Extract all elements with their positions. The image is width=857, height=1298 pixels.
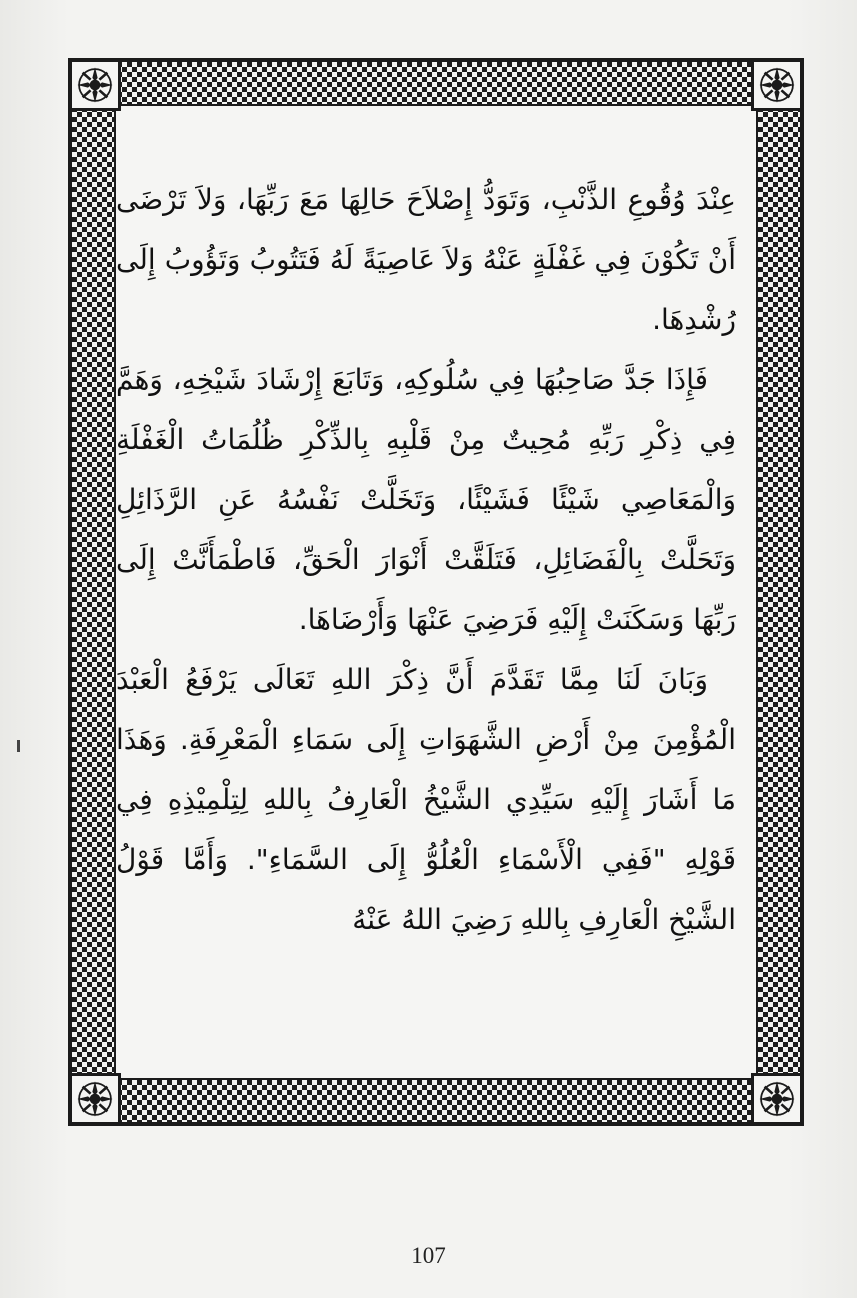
checker-border-bottom: [72, 1080, 800, 1122]
rosette-ornament-icon: [69, 1073, 121, 1125]
rosette-ornament-icon: [69, 59, 121, 111]
rosette-ornament-icon: [751, 1073, 803, 1125]
checker-border-left: [72, 62, 114, 1122]
checker-border-right: [758, 62, 800, 1122]
paragraph-1: عِنْدَ وُقُوعِ الذَّنْبِ، وَتَوَدُّ إِصْلاَحَ حَالِهَا مَعَ رَبِّهَا، وَلاَ تَرْضَى أَنْ تَكُوْنَ فِي غَفْلَةٍ عَنْهُ وَلاَ عَاصِيَةً لَهُ فَتَتُوبُ وَتَؤُوبُ إِلَى رُشْدِهَا.: [116, 183, 736, 336]
paragraph-2: فَإِذَا جَدَّ صَاحِبُهَا فِي سُلُوكِهِ، وَتَابَعَ إِرْشَادَ شَيْخِهِ، وَهَمَّ فِي ذِكْرِ رَبِّهِ مُحِيتٌ مِنْ قَلْبِهِ بِالذِّكْرِ ظُلُمَاتُ الْغَفْلَةِ وَالْمَعَاصِي شَيْئًا فَشَيْئًا، وَتَخَلَّتْ نَفْسُهُ عَنِ الرَّذَائِلِ وَتَحَلَّتْ بِالْفَضَائِلِ، فَتَلَقَّتْ أَنْوَارَ الْحَقِّ، فَاطْمَأَنَّتْ إِلَى رَبِّهَا وَسَكَنَتْ إِلَيْهِ فَرَضِيَ عَنْهَا وَأَرْضَاهَا.: [116, 363, 736, 636]
checker-border-top: [72, 62, 800, 104]
rosette-ornament-icon: [751, 59, 803, 111]
arabic-text-block: [116, 170, 736, 950]
page-number: 107: [411, 1243, 446, 1268]
paragraph-3: وَبَانَ لَنَا مِمَّا تَقَدَّمَ أَنَّ ذِكْرَ اللهِ تَعَالَى يَرْفَعُ الْعَبْدَ الْمُؤْمِنَ مِنْ أَرْضِ الشَّهَوَاتِ إِلَى سَمَاءِ الْمَعْرِفَةِ. وَهَذَا مَا أَشَارَ إِلَيْهِ سَيِّدِي الشَّيْخُ الْعَارِفُ بِاللهِ لِتِلْمِيْذِهِ فِي قَوْلِهِ "فَفِي الْأَسْمَاءِ الْعُلُوُّ إِلَى السَّمَاءِ". وَأَمَّا قَوْلُ الشَّيْخِ الْعَارِفِ بِاللهِ رَضِيَ اللهُ عَنْهُ: [116, 663, 736, 936]
scan-edge-mark: [17, 740, 20, 752]
